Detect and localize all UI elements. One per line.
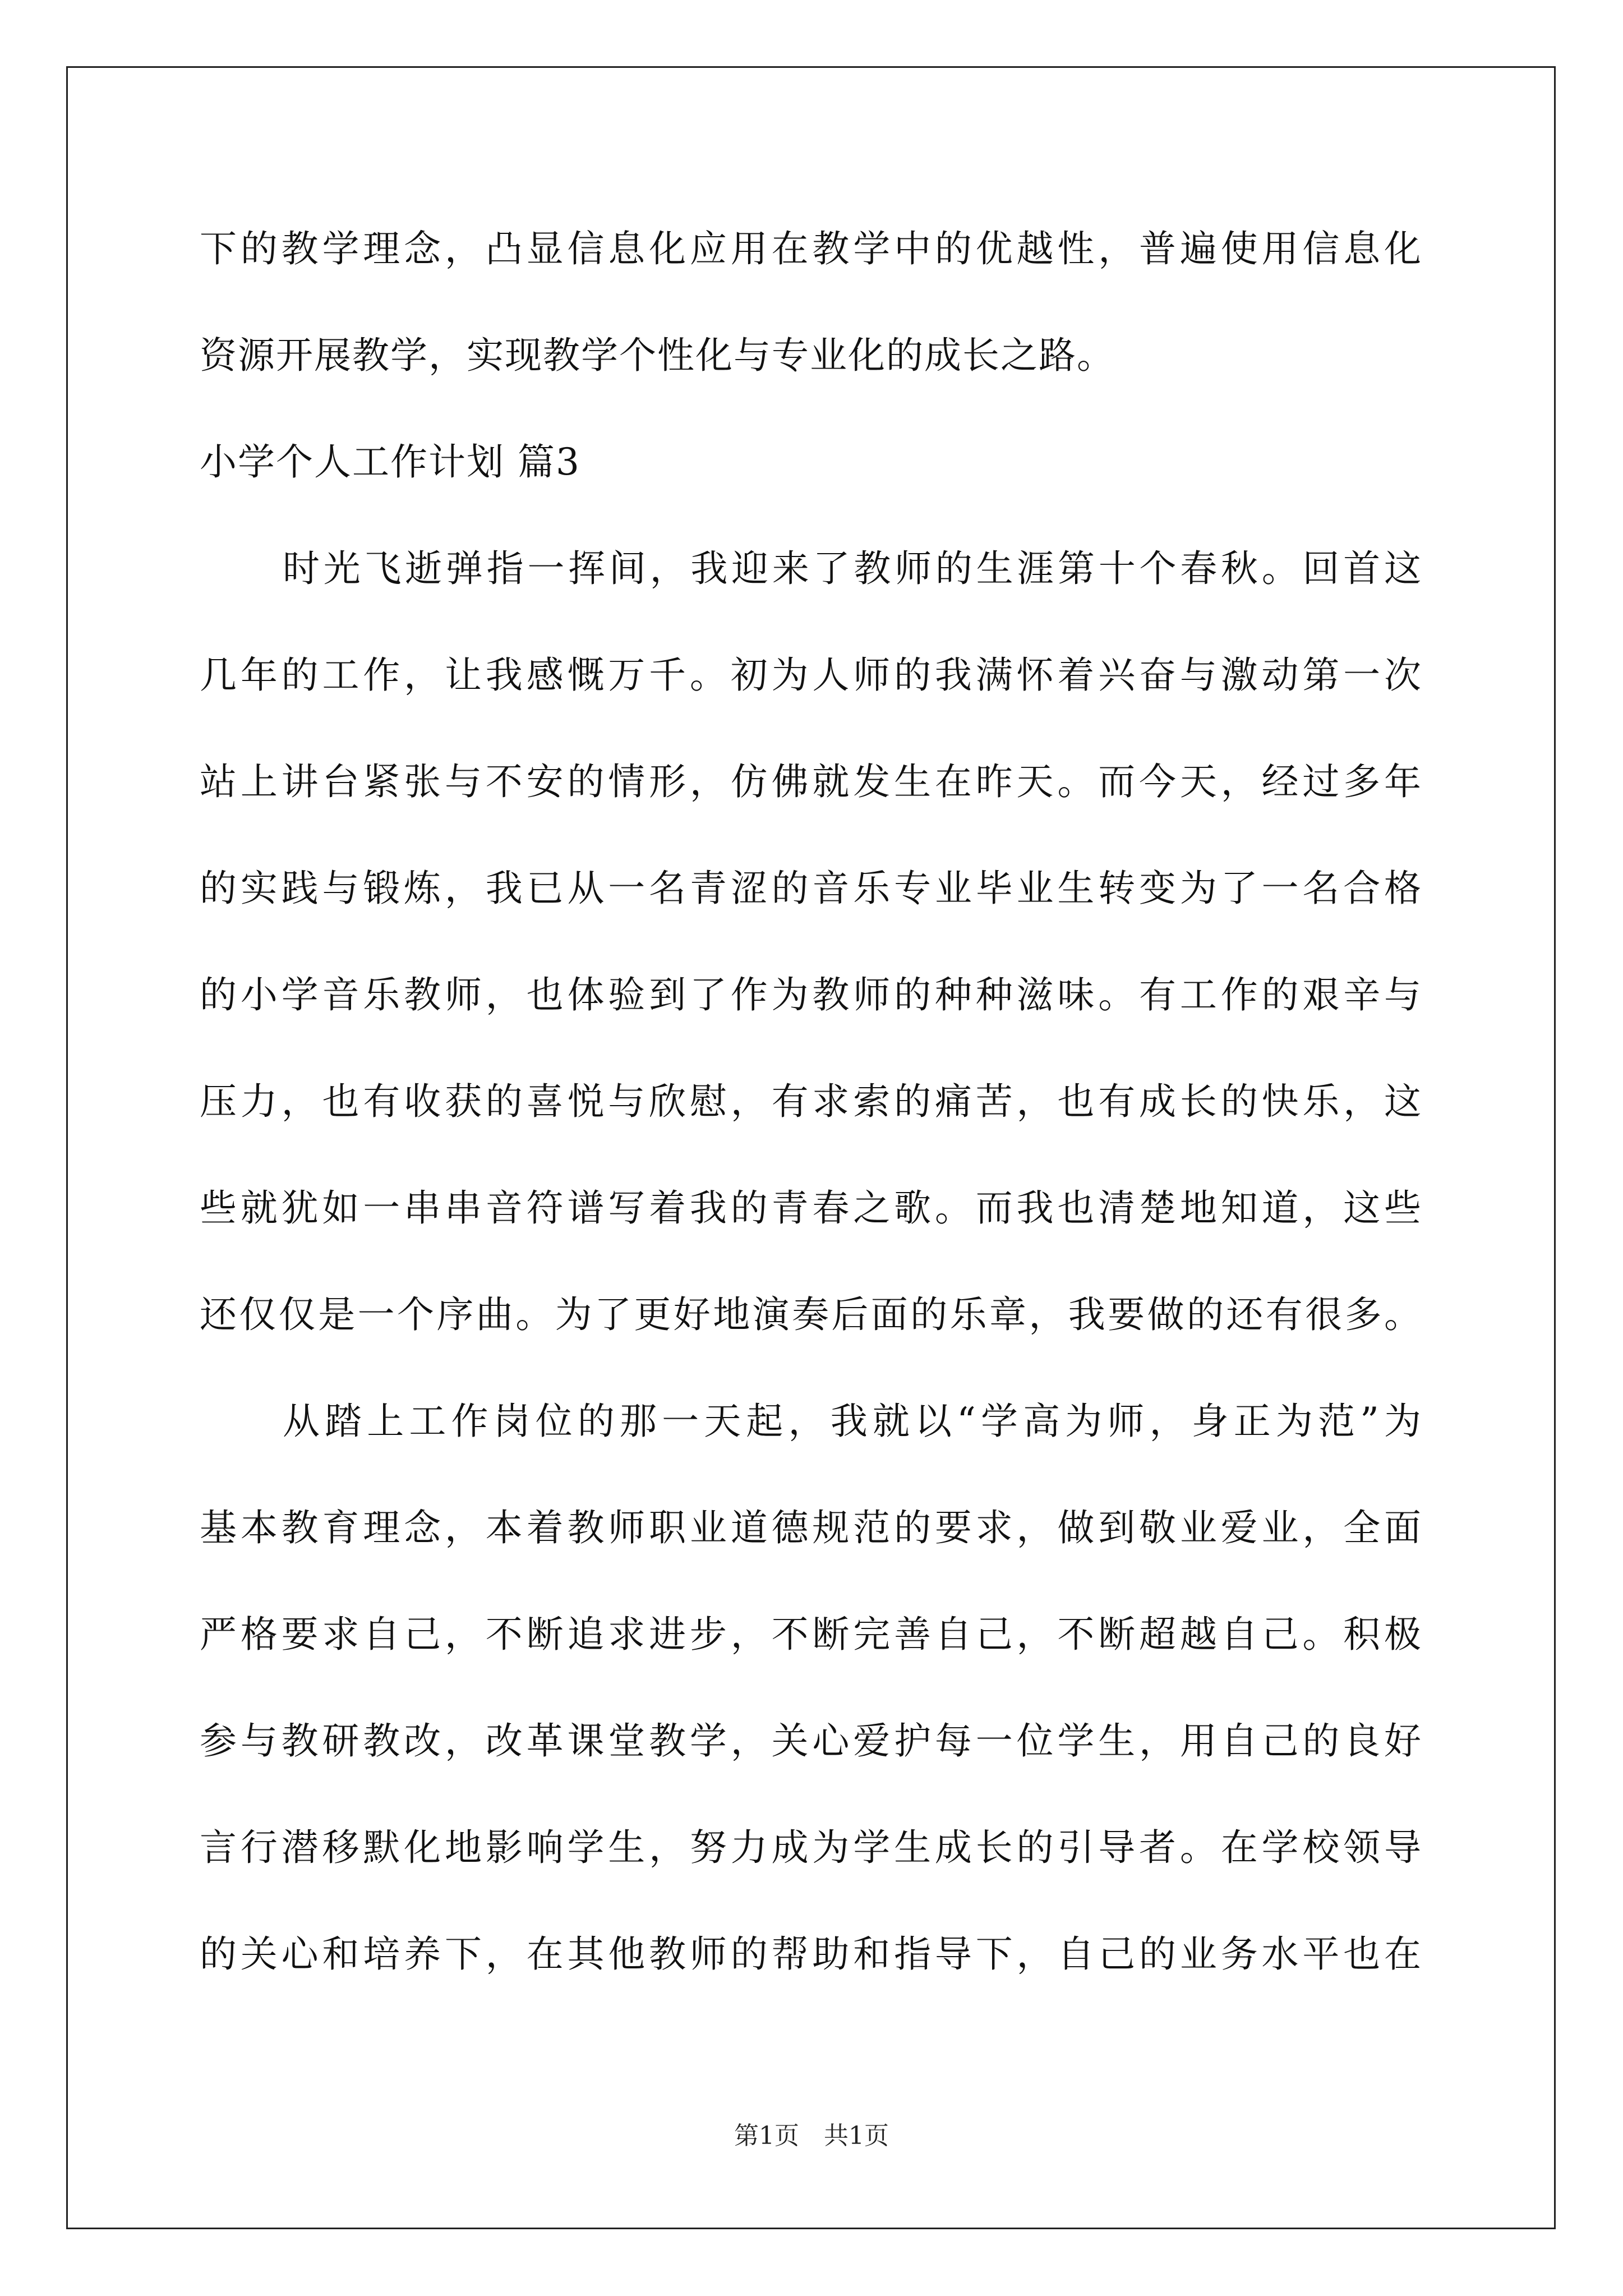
text-line: 还仅仅是一个序曲。为了更好地演奏后面的乐章，我要做的还有很多。 (200, 1293, 1422, 1336)
text-line: 严格要求自己，不断追求进步，不断完善自己，不断超越自己。积极 (200, 1613, 1422, 1656)
text-line: 的实践与锻炼，我已从一名青涩的音乐专业毕业生转变为了一名合格 (200, 867, 1422, 910)
text-line: 的关心和培养下，在其他教师的帮助和指导下，自己的业务水平也在 (200, 1932, 1422, 1976)
text-line: 基本教育理念，本着教师职业道德规范的要求，做到敬业爱业，全面 (200, 1506, 1422, 1549)
text-line: 下的教学理念，凸显信息化应用在教学中的优越性，普遍使用信息化 (200, 227, 1422, 270)
paragraph-first-line: 从踏上工作岗位的那一天起，我就以“学高为师，身正为范”为 (283, 1400, 1422, 1443)
text-line: 资源开展教学，实现教学个性化与专业化的成长之路。 (200, 334, 1115, 377)
text-line: 站上讲台紧张与不安的情形，仿佛就发生在昨天。而今天，经过多年 (200, 760, 1422, 803)
page-number-footer: 第1页 共1页 (734, 2122, 889, 2150)
text-line: 些就犹如一串串音符谱写着我的青春之歌。而我也清楚地知道，这些 (200, 1186, 1422, 1230)
text-line: 言行潜移默化地影响学生，努力成为学生成长的引导者。在学校领导 (200, 1826, 1422, 1869)
text-line: 参与教研教改，改革课堂教学，关心爱护每一位学生，用自己的良好 (200, 1719, 1422, 1763)
page-border (66, 66, 1556, 2229)
text-line: 的小学音乐教师，也体验到了作为教师的种种滋味。有工作的艰辛与 (200, 973, 1422, 1016)
paragraph-first-line: 时光飞逝弹指一挥间，我迎来了教师的生涯第十个春秋。回首这 (283, 547, 1422, 590)
text-line: 压力，也有收获的喜悦与欣慰，有求索的痛苦，也有成长的快乐，这 (200, 1080, 1422, 1123)
section-heading: 小学个人工作计划 篇3 (200, 440, 580, 484)
text-line: 几年的工作，让我感慨万千。初为人师的我满怀着兴奋与激动第一次 (200, 654, 1422, 697)
